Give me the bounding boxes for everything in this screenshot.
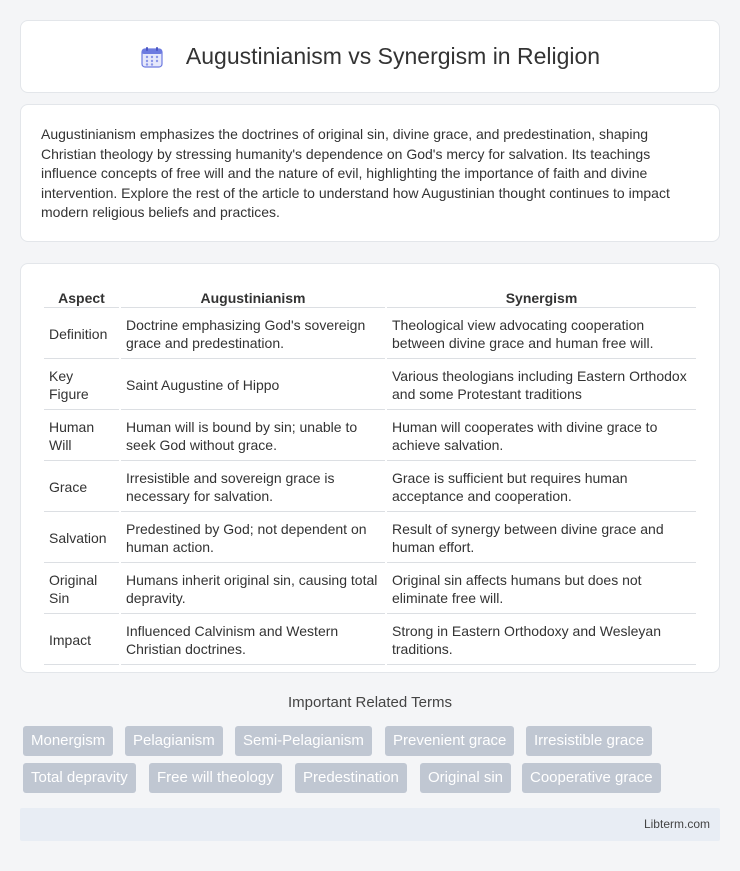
term-tag[interactable]: Original sin (420, 763, 511, 793)
cell-aspect: Definition (44, 310, 119, 359)
table-header-row (44, 286, 696, 308)
cell-aspect: Original Sin (44, 565, 119, 614)
term-tag[interactable]: Predestination (295, 763, 407, 793)
term-tag[interactable]: Pelagianism (125, 726, 223, 756)
cell-augustinianism: Saint Augustine of Hippo (121, 361, 385, 410)
cell-aspect: Impact (44, 616, 119, 665)
page-title: Augustinianism vs Synergism in Religion (185, 43, 601, 69)
term-tag[interactable]: Irresistible grace (526, 726, 652, 756)
cell-augustinianism: Doctrine emphasizing God's sovereign grace and predestination. (121, 310, 385, 359)
footer-site-link[interactable]: Libterm.com (643, 817, 710, 831)
header-synergism: Synergism (387, 286, 696, 308)
header-augustinianism: Augustinianism (121, 286, 385, 308)
table-row (44, 514, 696, 563)
cell-synergism: Grace is sufficient but requires human acceptance and cooperation. (387, 463, 696, 512)
title-card (20, 20, 720, 93)
table-row (44, 310, 696, 359)
cell-augustinianism: Influenced Calvinism and Western Christian doctrines. (121, 616, 385, 665)
cell-synergism: Original sin affects humans but does not eliminate free will. (387, 565, 696, 614)
intro-text: Augustinianism emphasizes the doctrines of original sin, divine grace, and predestination, shaping Christian theology by stressing humanity's dependence on God's mercy for salvation. Its teachings influence concepts of free will and the nature of evil, highlighting the importance of faith and divine intervention. Explore the rest of the article to understand how Augustinian thought continues to impact modern religious beliefs and practices. (41, 126, 670, 220)
table-row (44, 616, 696, 665)
cell-synergism: Result of synergy between divine grace and human effort. (387, 514, 696, 563)
cell-synergism: Strong in Eastern Orthodoxy and Wesleyan traditions. (387, 616, 696, 665)
table-row (44, 565, 696, 614)
calendar-icon (140, 45, 164, 69)
term-tag[interactable]: Prevenient grace (385, 726, 514, 756)
cell-synergism: Human will cooperates with divine grace to achieve salvation. (387, 412, 696, 461)
cell-augustinianism: Predestined by God; not dependent on human action. (121, 514, 385, 563)
header-aspect: Aspect (44, 286, 119, 308)
term-tag[interactable]: Cooperative grace (522, 763, 661, 793)
table-row (44, 463, 696, 512)
term-tag[interactable]: Free will theology (149, 763, 282, 793)
term-tag[interactable]: Monergism (23, 726, 113, 756)
table-row (44, 361, 696, 410)
cell-aspect: Salvation (44, 514, 119, 563)
comparison-card (20, 263, 720, 673)
comparison-table (42, 284, 698, 667)
cell-synergism: Various theologians including Eastern Orthodox and some Protestant traditions (387, 361, 696, 410)
term-tag[interactable]: Total depravity (23, 763, 136, 793)
cell-augustinianism: Irresistible and sovereign grace is necessary for salvation. (121, 463, 385, 512)
related-terms-title: Important Related Terms (288, 694, 452, 711)
term-tag[interactable]: Semi-Pelagianism (235, 726, 372, 756)
cell-aspect: Key Figure (44, 361, 119, 410)
cell-augustinianism: Human will is bound by sin; unable to seek God without grace. (121, 412, 385, 461)
intro-card (20, 104, 720, 242)
cell-augustinianism: Humans inherit original sin, causing total depravity. (121, 565, 385, 614)
cell-aspect: Grace (44, 463, 119, 512)
table-row (44, 412, 696, 461)
cell-aspect: Human Will (44, 412, 119, 461)
footer (20, 808, 720, 841)
cell-synergism: Theological view advocating cooperation between divine grace and human free will. (387, 310, 696, 359)
